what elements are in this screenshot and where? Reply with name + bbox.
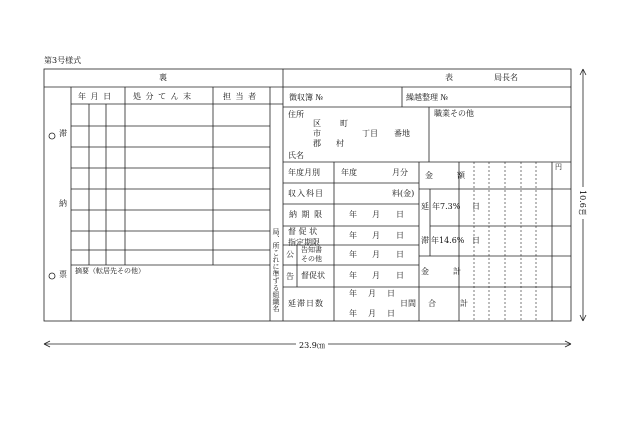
county-label: 郡 — [313, 139, 321, 148]
carryover-number-label: 繰越整理 № — [406, 93, 449, 102]
rate-14-6-label: 年14.6% — [431, 236, 465, 245]
yen-label: 円 — [555, 163, 562, 171]
office-name-label: 局、所これに準ずる組織名 — [272, 228, 280, 312]
fiscal-period-label: 年度月別 — [288, 168, 320, 177]
due-year: 年 — [349, 210, 357, 219]
delay-from-month: 月 — [368, 289, 376, 298]
reminder-state-year: 年 — [349, 271, 357, 280]
punch-hole-bottom — [49, 273, 55, 279]
width-dimension: 23.9㎝ — [296, 342, 328, 350]
village-label: 村 — [336, 139, 344, 148]
occupation-label: 職業その他 — [434, 109, 474, 118]
notice-other-label: 告知書 その他 — [301, 246, 322, 263]
reminder-month: 月 — [372, 231, 380, 240]
fiscal-month-label: 月分 — [392, 168, 408, 177]
side-label-nou: 納 — [59, 199, 67, 208]
address-label: 住所 — [288, 110, 304, 119]
delay-to-day: 日 — [387, 309, 395, 318]
reminder-state-label: 督促状 — [301, 271, 325, 280]
reminder-state-day: 日 — [396, 271, 404, 280]
height-dimension: 10.6㎝ — [578, 187, 586, 219]
reminder-year: 年 — [349, 231, 357, 240]
delay-to-year: 年 — [349, 309, 357, 318]
ward-label: 区 — [313, 119, 321, 128]
delay-char-en: 延 — [421, 202, 429, 211]
notice-month: 月 — [372, 250, 380, 259]
side-label-hyou: 票 — [59, 270, 67, 279]
punch-hole-top — [49, 133, 55, 139]
town-label: 町 — [340, 119, 348, 128]
reminder-day: 日 — [396, 231, 404, 240]
reminder-deadline-label: 督 促 状 指定期限 — [288, 227, 320, 247]
receipt-number-label: 徴収簿 № — [289, 93, 324, 102]
rate-7-3-label: 年7.3% — [432, 202, 461, 211]
due-date-label: 納 期 限 — [289, 210, 324, 219]
due-day: 日 — [396, 210, 404, 219]
banchi-label: 番地 — [394, 129, 410, 138]
name-label: 氏名 — [288, 151, 304, 160]
disposition-header: 処 分 て ん 末 — [133, 92, 193, 101]
summary-label: 摘要（転居先その他） — [75, 267, 145, 275]
back-title: 裏 — [159, 73, 167, 82]
reminder-state-month: 月 — [372, 271, 380, 280]
front-title: 表 — [445, 73, 453, 82]
fiscal-year-label: 年度 — [341, 168, 357, 177]
handler-header: 担 当 者 — [223, 92, 258, 101]
rate-14-6-day: 日 — [472, 236, 480, 245]
delay-days-label: 延滞日数 — [288, 299, 324, 308]
amount-label: 金 額 — [425, 171, 465, 180]
grand-total-label: 合 計 — [428, 299, 468, 308]
notice-year: 年 — [349, 250, 357, 259]
revenue-item-label: 収入科目 — [288, 189, 324, 198]
director-name-label: 局長名 — [494, 73, 518, 82]
delay-from-year: 年 — [349, 289, 357, 298]
date-header: 年 月 日 — [78, 92, 113, 101]
delay-char-tai: 滞 — [421, 236, 429, 245]
delay-char-kin: 金 — [421, 267, 429, 276]
public-notice-kou: 公 — [286, 250, 294, 259]
city-label: 市 — [313, 129, 321, 138]
form-caption: 第3号様式 — [44, 56, 82, 65]
notice-day: 日 — [396, 250, 404, 259]
delay-days-interval: 日間 — [400, 299, 416, 308]
revenue-item-value: 料(金) — [392, 189, 415, 198]
delay-from-day: 日 — [387, 289, 395, 298]
subtotal-label: 計 — [453, 267, 461, 276]
due-month: 月 — [372, 210, 380, 219]
rate-7-3-day: 日 — [472, 202, 480, 211]
chome-label: 丁目 — [362, 129, 378, 138]
public-notice-koku: 告 — [286, 272, 294, 281]
delay-to-month: 月 — [368, 309, 376, 318]
side-label-tai: 滞 — [59, 129, 67, 138]
